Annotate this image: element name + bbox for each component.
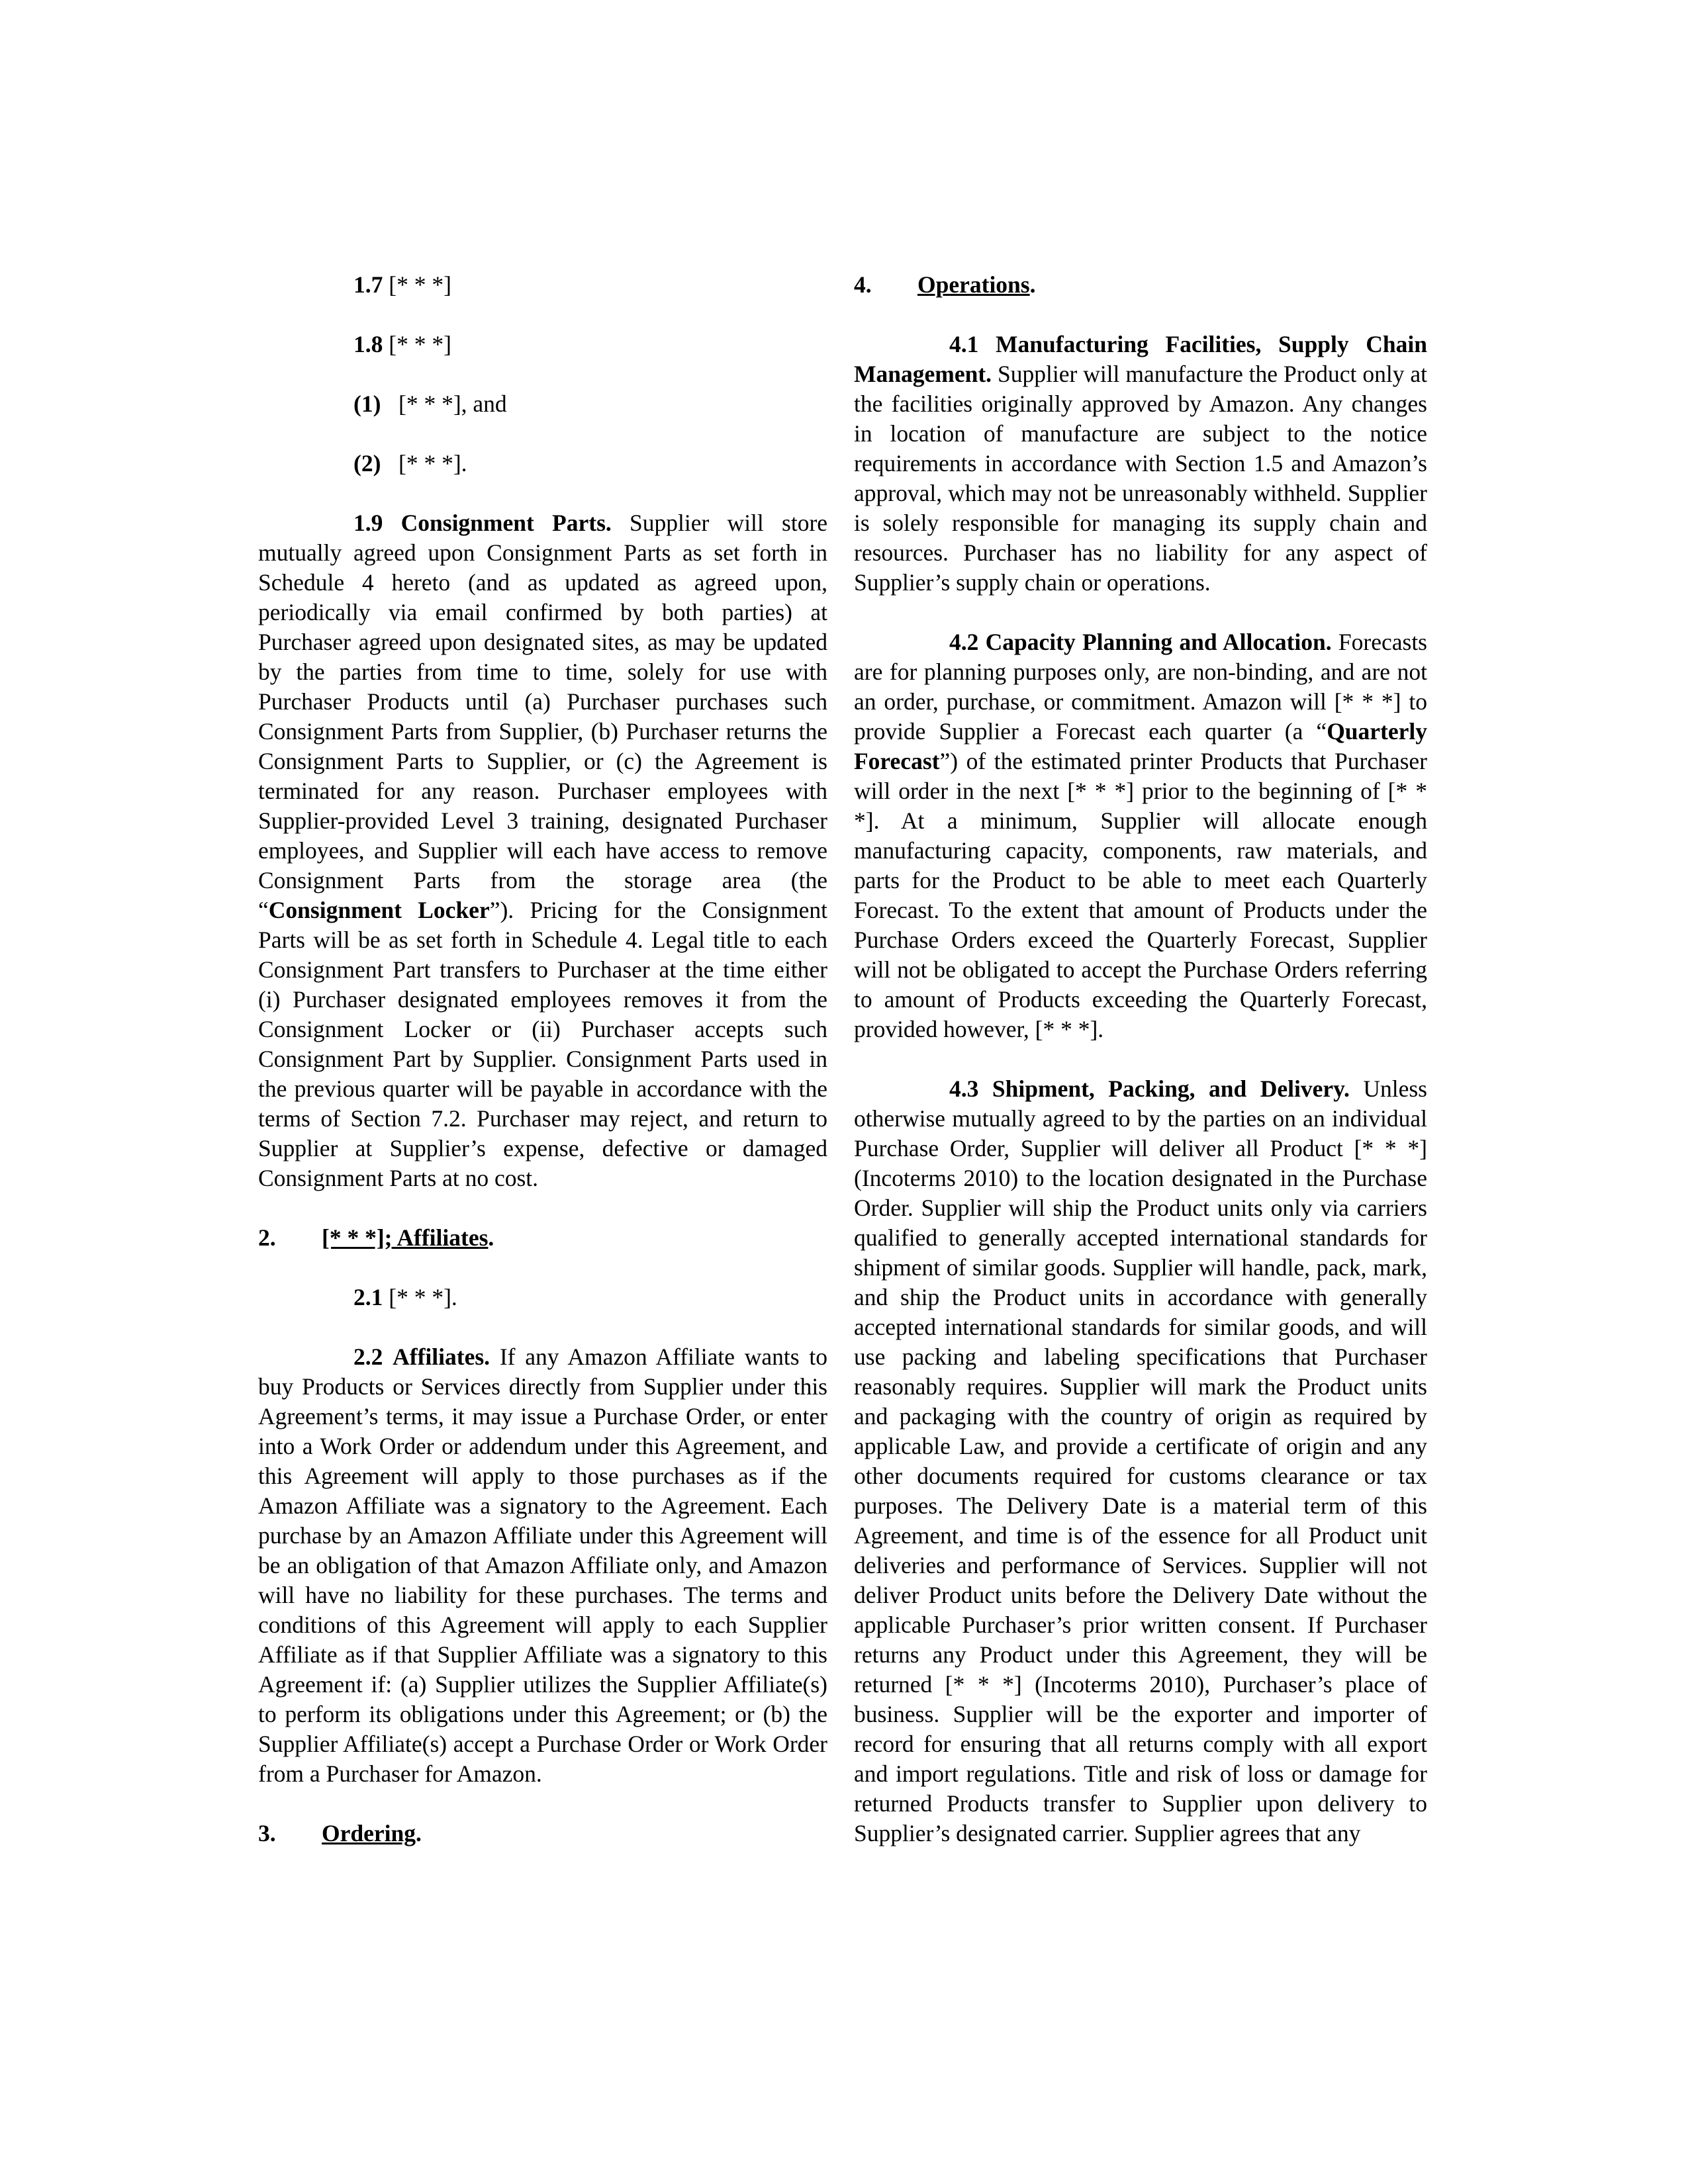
heading-number: 3. [258,1820,276,1846]
list-item-2 [258,449,827,478]
section-text: ”). Pricing for the Consignment Parts will be as set forth in Schedule 4. Legal title to each Consignment Part transfers to Purchaser at the time either (i) Purchaser designated employees removes it from the Consignment Locker or (ii) Purchaser accepts such Consignment Part by Supplier. Consignment Parts used in the previous quarter will be payable in accordance with the terms of Section 7.2. Purchaser may reject, and return to Supplier at Supplier’s expense, defective or damaged Consignment Parts at no cost. [258,897,827,1191]
heading-period: . [488,1224,494,1251]
left-column [258,270,827,1848]
list-label: (1) [353,390,381,417]
heading-number: 2. [258,1224,276,1251]
list-text: [* * *], and [399,390,507,417]
section-number: 4.3 [949,1075,979,1102]
heading-title: Ordering [322,1820,416,1846]
heading-period: . [415,1820,422,1846]
section-text: Forecasts are for planning purposes only, are non-binding, and are not an order, purchase, or commitment. Amazon will [* * *] to provide Supplier a Forecast each quarter (a “ [854,629,1428,745]
heading-period: . [1029,271,1036,298]
section-number: 1.9 [353,510,383,536]
section-2-1 [258,1283,827,1312]
section-text: ”) of the estimated printer Products that Purchaser will order in the next [* * *] prior to the beginning of [* * *]. At a minimum, Supplier will allocate enough manufacturing capacity, components, raw materials, and parts for the Product to be able to meet each Quarterly Forecast. To the extent that amount of Products under the Purchase Orders exceed the Quarterly Forecast, Supplier will not be obligated to accept the Purchase Orders referring to amount of Products exceeding the Quarterly Forecast, provided however, [* * *]. [854,748,1427,1042]
right-column [854,270,1427,1848]
section-title: Manufacturing Facilities, Supply Chain Management. [854,331,1427,387]
section-3-heading [258,1819,827,1848]
section-number: 2.2 [353,1343,383,1370]
section-number: 1.8 [353,331,383,357]
heading-number: 4. [854,271,872,298]
list-label: (2) [353,450,381,477]
defined-term: Consignment Locker [268,897,490,923]
section-4-heading [854,270,1427,300]
section-title: Capacity Planning and Allocation. [985,629,1332,655]
section-1-8 [258,330,827,359]
defined-term: Quarterly Forecast [854,718,1427,774]
list-text: [* * *]. [399,450,467,477]
section-title: Shipment, Packing, and Delivery. [992,1075,1350,1102]
section-1-9 [258,508,827,1193]
list-item-1 [258,389,827,419]
section-number: 4.2 [949,629,979,655]
section-title: Affiliates. [393,1343,491,1370]
section-number: 2.1 [353,1284,383,1310]
section-text: [* * *] [389,331,451,357]
section-text: Supplier will store mutually agreed upon Consignment Parts as set forth in Schedule 4 hereto (and as updated as agreed upon, periodically via email confirmed by both parties) at Purchaser agreed upon designated sites, as may be updated by the parties from time to time, solely for use with Purchaser Products until (a) Purchaser purchases such Consignment Parts from Supplier, (b) Purchaser returns the Consignment Parts to Supplier, or (c) the Agreement is terminated for any reason. Purchaser employees with Supplier-provided Level 3 training, designated Purchaser employees, and Supplier will each have access to remove Consignment Parts from the storage area (the “ [258,510,828,923]
heading-title: [* * *]; Affiliates [322,1224,489,1251]
section-4-2 [854,627,1427,1044]
section-text: [* * *]. [389,1284,457,1310]
section-1-7 [258,270,827,300]
section-number: 1.7 [353,271,383,298]
section-text: If any Amazon Affiliate wants to buy Products or Services directly from Supplier under this Agreement’s terms, it may issue a Purchase Order, or enter into a Work Order or addendum under this Agreement, and this Agreement will apply to those purchases as if the Amazon Affiliate was a signatory to the Agreement. Each purchase by an Amazon Affiliate under this Agreement will be an obligation of that Amazon Affiliate only, and Amazon will have no liability for these purchases. The terms and conditions of this Agreement will apply to each Supplier Affiliate as if that Supplier Affiliate was a signatory to this Agreement if: (a) Supplier utilizes the Supplier Affiliate(s) to perform its obligations under this Agreement; or (b) the Supplier Affiliate(s) accept a Purchase Order or Work Order from a Purchaser for Amazon. [258,1343,827,1787]
section-2-2 [258,1342,827,1789]
heading-title: Operations [917,271,1030,298]
section-text: Supplier will manufacture the Product only at the facilities originally approved by Amazon. Any changes in location of manufacture are subject to the notice requirements in accordance with Section 1.5 and Amazon’s approval, which may not be unreasonably withheld. Supplier is solely responsible for managing its supply chain and resources. Purchaser has no liability for any aspect of Supplier’s supply chain or operations. [854,361,1427,596]
section-4-3 [854,1074,1427,1848]
section-title: Consignment Parts. [400,510,612,536]
section-text: Unless otherwise mutually agreed to by the parties on an individual Purchase Order, Supplier will deliver all Product [* * *] (Incoterms 2010) to the location designated in the Purchase Order. Supplier will ship the Product units only via carriers qualified to generally accepted international standards for shipment of similar goods. Supplier will handle, pack, mark, and ship the Product units in accordance with generally accepted international standards for similar goods, and will use packing and labeling specifications that Purchaser reasonably requires. Supplier will mark the Product units and packaging with the country of origin as required by applicable Law, and provide a certificate of origin and any other documents required for customs clearance or tax purposes. The Delivery Date is a material term of this Agreement, and time is of the essence for all Product unit deliveries and performance of Services. Supplier will not deliver Product units before the Delivery Date without the applicable Purchaser’s prior written consent. If Purchaser returns any Product under this Agreement, they will be returned [* * *] (Incoterms 2010), Purchaser’s place of business. Supplier will be the exporter and importer of record for ensuring that all returns comply with all export and import regulations. Title and risk of loss or damage for returned Products transfer to Supplier upon delivery to Supplier’s designated carrier. Supplier agrees that any [854,1075,1427,1846]
section-text: [* * *] [389,271,451,298]
section-2-heading [258,1223,827,1253]
section-number: 4.1 [949,331,979,357]
section-4-1 [854,330,1427,598]
